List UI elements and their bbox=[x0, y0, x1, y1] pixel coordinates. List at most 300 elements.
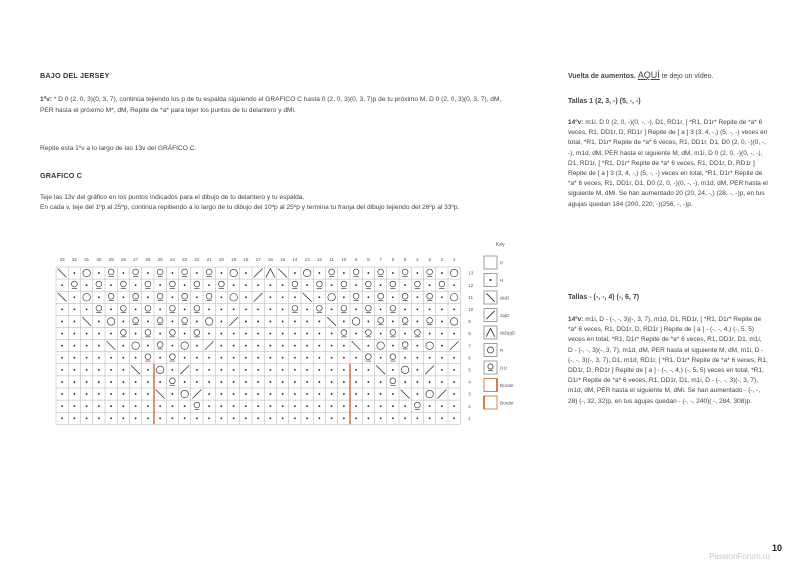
watermark: PassionForum.ru bbox=[709, 552, 770, 561]
knit-dot-mark bbox=[220, 393, 222, 395]
knit-dot-mark bbox=[86, 345, 88, 347]
knit-dot-mark bbox=[392, 345, 394, 347]
knit-dot-mark bbox=[61, 321, 63, 323]
knit-dot-mark bbox=[208, 417, 210, 419]
twisted-stitch-mark bbox=[170, 378, 176, 384]
twisted-stitch-mark bbox=[170, 305, 176, 311]
row-label: 6 bbox=[468, 355, 471, 361]
knit-dot-mark bbox=[355, 284, 357, 286]
row-label: 12 bbox=[468, 282, 474, 288]
row-label: 13 bbox=[468, 270, 474, 276]
knit-dot-mark bbox=[220, 321, 222, 323]
knit-dot-mark bbox=[135, 393, 137, 395]
knit-dot-mark bbox=[343, 272, 345, 274]
double-decrease-mark bbox=[266, 269, 275, 278]
knit-dot-mark bbox=[98, 345, 100, 347]
knit-dot-mark bbox=[441, 308, 443, 310]
knit-dot-mark bbox=[159, 417, 161, 419]
knit-dot-mark bbox=[282, 405, 284, 407]
knit-dot-mark bbox=[171, 296, 173, 298]
knit-dot-mark bbox=[441, 405, 443, 407]
knit-dot-mark bbox=[355, 381, 357, 383]
knit-dot-mark bbox=[135, 405, 137, 407]
knit-dot-mark bbox=[380, 417, 382, 419]
knit-dot-mark bbox=[110, 381, 112, 383]
knit-dot-mark bbox=[367, 417, 369, 419]
twisted-stitch-mark bbox=[182, 293, 188, 299]
decrease-left-mark bbox=[303, 293, 312, 302]
knit-dot-mark bbox=[233, 381, 235, 383]
twisted-stitch-mark bbox=[133, 317, 139, 323]
knit-dot-mark bbox=[380, 357, 382, 359]
knit-dot-mark bbox=[86, 369, 88, 371]
video-link-suffix: te dejo un vídeo. bbox=[659, 73, 714, 80]
twisted-stitch-mark bbox=[170, 330, 176, 336]
knit-dot-mark bbox=[208, 333, 210, 335]
twisted-stitch-mark bbox=[108, 269, 114, 275]
increase-round-title bbox=[568, 70, 768, 82]
knit-dot-mark bbox=[416, 345, 418, 347]
col-label: 31 bbox=[84, 257, 90, 262]
knit-dot-mark bbox=[110, 417, 112, 419]
decrease-left-mark bbox=[82, 317, 91, 326]
twisted-stitch-mark bbox=[427, 293, 433, 299]
knit-dot-mark bbox=[355, 393, 357, 395]
twisted-stitch-mark bbox=[402, 269, 408, 275]
knit-dot-mark bbox=[122, 417, 124, 419]
twisted-stitch-mark bbox=[390, 330, 396, 336]
knit-dot-mark bbox=[61, 393, 63, 395]
knit-dot-mark bbox=[343, 381, 345, 383]
knit-dot-mark bbox=[257, 417, 259, 419]
knit-dot-mark bbox=[331, 333, 333, 335]
knit-dot-mark bbox=[306, 405, 308, 407]
decrease-left-mark bbox=[156, 390, 165, 399]
knit-dot-mark bbox=[61, 308, 63, 310]
knit-dot-mark bbox=[294, 296, 296, 298]
knit-dot-mark bbox=[122, 296, 124, 298]
col-label: 25 bbox=[157, 257, 163, 262]
twisted-stitch-mark bbox=[439, 281, 445, 287]
knit-dot-mark bbox=[441, 345, 443, 347]
round-text: * D 0 (2, 0, 3)(0, 3, 7), continúa tejiendo los p de tu espalda siguiendo el GRAFICO C hasta 0 (2, 0, 3)(0, 3, 7)p de tu próximo M, D 0 (2, 0, 3)(0, 3, 7), dM, PER hasta el próximo M*, dM, Repite de *a* para tejer los puntos de tu delantero y dMi. bbox=[40, 96, 502, 114]
knit-dot-mark bbox=[73, 357, 75, 359]
twisted-stitch-mark bbox=[366, 305, 372, 311]
twisted-stitch-mark bbox=[182, 317, 188, 323]
knit-dot-mark bbox=[196, 296, 198, 298]
twisted-stitch-mark bbox=[366, 281, 372, 287]
col-label: 12 bbox=[316, 257, 322, 262]
decrease-left-mark bbox=[58, 293, 67, 302]
col-label: 10 bbox=[341, 257, 347, 262]
twisted-stitch-mark bbox=[415, 330, 421, 336]
knit-dot-mark bbox=[61, 381, 63, 383]
legend-label: 2pjD bbox=[500, 313, 510, 318]
knit-dot-mark bbox=[392, 405, 394, 407]
key-title: Key bbox=[496, 242, 505, 248]
knit-dot-mark bbox=[184, 405, 186, 407]
knit-dot-mark bbox=[282, 333, 284, 335]
knit-dot-mark bbox=[73, 393, 75, 395]
knit-dot-mark bbox=[355, 417, 357, 419]
col-label: 9 bbox=[354, 257, 358, 262]
knit-dot-mark bbox=[257, 345, 259, 347]
knit-dot-mark bbox=[306, 381, 308, 383]
knit-dot-mark bbox=[306, 308, 308, 310]
knit-dot-mark bbox=[98, 393, 100, 395]
twisted-stitch-mark bbox=[390, 378, 396, 384]
knit-dot-mark bbox=[453, 393, 455, 395]
knit-dot-mark bbox=[294, 272, 296, 274]
knit-dot-mark bbox=[343, 405, 345, 407]
col-label: 20 bbox=[218, 257, 224, 262]
knit-dot-mark bbox=[355, 308, 357, 310]
knit-dot-mark bbox=[441, 369, 443, 371]
twisted-stitch-mark bbox=[329, 269, 335, 275]
section-heading-grafico: GRAFICO C bbox=[40, 171, 83, 180]
knit-dot-mark bbox=[110, 405, 112, 407]
yarn-over-mark bbox=[450, 269, 457, 276]
yarn-over-mark bbox=[107, 318, 114, 325]
knit-dot-mark bbox=[282, 381, 284, 383]
row-label: 7 bbox=[468, 343, 471, 349]
decrease-left-mark bbox=[376, 365, 385, 374]
knit-dot-mark bbox=[73, 321, 75, 323]
knit-dot-mark bbox=[367, 393, 369, 395]
yarn-over-mark bbox=[352, 318, 359, 325]
twisted-stitch-mark bbox=[194, 281, 200, 287]
knit-dot-mark bbox=[441, 381, 443, 383]
knit-dot-mark bbox=[159, 284, 161, 286]
legend-label: P bbox=[500, 260, 504, 266]
twisted-stitch-mark bbox=[378, 293, 384, 299]
knit-dot-mark bbox=[318, 369, 320, 371]
legend-dot-mark bbox=[490, 279, 492, 281]
yarn-over-mark bbox=[303, 269, 310, 276]
knit-dot-mark bbox=[318, 357, 320, 359]
knit-dot-mark bbox=[453, 369, 455, 371]
col-label: 4 bbox=[416, 257, 419, 262]
twisted-stitch-mark bbox=[402, 342, 408, 348]
yarn-over-mark bbox=[230, 294, 237, 301]
col-label: 21 bbox=[206, 257, 212, 262]
increase-title-text: Vuelta de aumentos. bbox=[568, 73, 636, 80]
knit-dot-mark bbox=[257, 369, 259, 371]
instruction-round1 bbox=[40, 95, 510, 116]
knit-dot-mark bbox=[159, 405, 161, 407]
col-label: 5 bbox=[403, 257, 407, 262]
knit-dot-mark bbox=[208, 393, 210, 395]
row-label: 11 bbox=[468, 294, 474, 300]
yarn-over-mark bbox=[205, 318, 212, 325]
twisted-stitch-mark bbox=[121, 281, 127, 287]
decrease-right-mark bbox=[450, 341, 459, 350]
legend-label: D1r bbox=[500, 365, 508, 371]
knit-dot-mark bbox=[269, 417, 271, 419]
knit-dot-mark bbox=[220, 345, 222, 347]
col-label: 14 bbox=[292, 257, 298, 262]
sizes-group-1: Tallas 1 (2, 3, -) (5, -, -) bbox=[568, 98, 641, 105]
knit-dot-mark bbox=[331, 357, 333, 359]
knit-dot-mark bbox=[404, 284, 406, 286]
knit-dot-mark bbox=[122, 272, 124, 274]
knit-dot-mark bbox=[98, 321, 100, 323]
knit-dot-mark bbox=[184, 333, 186, 335]
knit-dot-mark bbox=[441, 333, 443, 335]
decrease-left-mark bbox=[401, 390, 410, 399]
knit-dot-mark bbox=[220, 296, 222, 298]
knit-dot-mark bbox=[98, 333, 100, 335]
knit-dot-mark bbox=[392, 393, 394, 395]
knit-dot-mark bbox=[343, 345, 345, 347]
col-label: 16 bbox=[267, 257, 273, 262]
decrease-right-mark bbox=[205, 341, 214, 350]
knit-dot-mark bbox=[220, 308, 222, 310]
knit-dot-mark bbox=[257, 393, 259, 395]
knit-dot-mark bbox=[294, 405, 296, 407]
knit-dot-mark bbox=[73, 381, 75, 383]
knit-dot-mark bbox=[245, 381, 247, 383]
knit-dot-mark bbox=[306, 333, 308, 335]
knit-dot-mark bbox=[122, 369, 124, 371]
knit-dot-mark bbox=[269, 393, 271, 395]
knit-dot-mark bbox=[233, 284, 235, 286]
knit-dot-mark bbox=[220, 357, 222, 359]
knit-dot-mark bbox=[73, 345, 75, 347]
knit-dot-mark bbox=[73, 272, 75, 274]
knit-dot-mark bbox=[196, 417, 198, 419]
knit-dot-mark bbox=[159, 357, 161, 359]
col-label: 17 bbox=[255, 257, 261, 262]
knit-dot-mark bbox=[429, 308, 431, 310]
knit-dot-mark bbox=[367, 272, 369, 274]
twisted-stitch-mark bbox=[378, 269, 384, 275]
yarn-over-mark bbox=[132, 342, 139, 349]
knit-dot-mark bbox=[416, 369, 418, 371]
decrease-right-mark bbox=[425, 365, 434, 374]
col-label: 27 bbox=[133, 257, 139, 262]
twisted-stitch-mark bbox=[390, 354, 396, 360]
knit-dot-mark bbox=[73, 296, 75, 298]
twisted-stitch-mark bbox=[145, 281, 151, 287]
knit-dot-mark bbox=[269, 308, 271, 310]
knit-dot-mark bbox=[294, 393, 296, 395]
knit-dot-mark bbox=[147, 345, 149, 347]
knit-dot-mark bbox=[453, 284, 455, 286]
knit-dot-mark bbox=[110, 284, 112, 286]
col-label: 22 bbox=[194, 257, 200, 262]
row-label: 4 bbox=[468, 379, 471, 385]
twisted-stitch-mark bbox=[390, 305, 396, 311]
knit-dot-mark bbox=[429, 417, 431, 419]
knit-dot-mark bbox=[171, 393, 173, 395]
twisted-stitch-mark bbox=[292, 305, 298, 311]
legend-label: dsiD bbox=[500, 295, 510, 301]
knit-dot-mark bbox=[343, 321, 345, 323]
knit-dot-mark bbox=[269, 321, 271, 323]
knit-dot-mark bbox=[86, 333, 88, 335]
twisted-stitch-mark bbox=[194, 330, 200, 336]
knit-dot-mark bbox=[392, 321, 394, 323]
twisted-stitch-mark bbox=[121, 330, 127, 336]
knit-dot-mark bbox=[453, 308, 455, 310]
knit-dot-mark bbox=[184, 357, 186, 359]
knit-dot-mark bbox=[135, 284, 137, 286]
knit-dot-mark bbox=[294, 417, 296, 419]
knit-dot-mark bbox=[367, 369, 369, 371]
row-label: 9 bbox=[468, 319, 471, 325]
knit-dot-mark bbox=[159, 381, 161, 383]
knit-dot-mark bbox=[61, 405, 63, 407]
knit-dot-mark bbox=[147, 417, 149, 419]
twisted-stitch-mark bbox=[366, 330, 372, 336]
knit-dot-mark bbox=[159, 308, 161, 310]
knit-dot-mark bbox=[86, 405, 88, 407]
knit-dot-mark bbox=[441, 272, 443, 274]
col-label: 6 bbox=[391, 257, 395, 262]
knit-dot-mark bbox=[441, 417, 443, 419]
knit-dot-mark bbox=[282, 345, 284, 347]
knit-dot-mark bbox=[122, 321, 124, 323]
knit-dot-mark bbox=[294, 381, 296, 383]
knit-dot-mark bbox=[355, 333, 357, 335]
decrease-right-mark bbox=[192, 390, 201, 399]
col-label: 8 bbox=[367, 257, 370, 262]
knit-dot-mark bbox=[282, 308, 284, 310]
col-label: 28 bbox=[120, 257, 126, 262]
knit-dot-mark bbox=[245, 417, 247, 419]
knit-dot-mark bbox=[269, 381, 271, 383]
yarn-over-mark bbox=[83, 294, 90, 301]
yarn-over-mark bbox=[230, 269, 237, 276]
knit-dot-mark bbox=[135, 308, 137, 310]
knit-dot-mark bbox=[233, 369, 235, 371]
legend-label: H bbox=[500, 278, 504, 283]
knit-dot-mark bbox=[147, 405, 149, 407]
knit-dot-mark bbox=[184, 381, 186, 383]
knit-dot-mark bbox=[318, 393, 320, 395]
knit-dot-mark bbox=[122, 393, 124, 395]
knit-dot-mark bbox=[257, 333, 259, 335]
knit-dot-mark bbox=[98, 417, 100, 419]
knit-dot-mark bbox=[208, 284, 210, 286]
twisted-stitch-mark bbox=[415, 402, 421, 408]
knit-dot-mark bbox=[245, 345, 247, 347]
knit-dot-mark bbox=[184, 308, 186, 310]
round-label: 14ºv: bbox=[568, 316, 586, 323]
knit-dot-mark bbox=[86, 308, 88, 310]
knit-dot-mark bbox=[380, 333, 382, 335]
knit-dot-mark bbox=[245, 284, 247, 286]
knit-dot-mark bbox=[318, 296, 320, 298]
knit-dot-mark bbox=[208, 405, 210, 407]
yarn-over-mark bbox=[426, 390, 433, 397]
legend-label: Border bbox=[500, 400, 514, 406]
knit-dot-mark bbox=[220, 333, 222, 335]
knit-dot-mark bbox=[269, 345, 271, 347]
knit-dot-mark bbox=[294, 357, 296, 359]
knit-dot-mark bbox=[380, 308, 382, 310]
knit-dot-mark bbox=[110, 393, 112, 395]
knit-dot-mark bbox=[171, 272, 173, 274]
knit-dot-mark bbox=[404, 357, 406, 359]
knit-dot-mark bbox=[318, 381, 320, 383]
col-label: 2 bbox=[440, 257, 444, 262]
knit-dot-mark bbox=[245, 369, 247, 371]
knit-dot-mark bbox=[122, 381, 124, 383]
col-label: 24 bbox=[169, 257, 175, 262]
knit-dot-mark bbox=[294, 369, 296, 371]
knit-dot-mark bbox=[269, 369, 271, 371]
knit-dot-mark bbox=[135, 357, 137, 359]
legend-label: Border bbox=[500, 383, 514, 388]
knit-dot-mark bbox=[318, 417, 320, 419]
knit-dot-mark bbox=[416, 393, 418, 395]
col-label: 23 bbox=[182, 257, 188, 262]
yarn-over-mark bbox=[328, 294, 335, 301]
knit-dot-mark bbox=[257, 308, 259, 310]
knit-dot-mark bbox=[282, 284, 284, 286]
knit-dot-mark bbox=[282, 417, 284, 419]
page-number: 10 bbox=[771, 543, 782, 553]
knit-dot-mark bbox=[147, 381, 149, 383]
knit-dot-mark bbox=[208, 357, 210, 359]
twisted-stitch-mark bbox=[341, 330, 347, 336]
knit-dot-mark bbox=[73, 417, 75, 419]
knit-dot-mark bbox=[220, 405, 222, 407]
yarn-over-mark bbox=[450, 294, 457, 301]
knit-dot-mark bbox=[61, 357, 63, 359]
knit-dot-mark bbox=[98, 357, 100, 359]
knit-dot-mark bbox=[318, 272, 320, 274]
knit-dot-mark bbox=[282, 393, 284, 395]
video-link[interactable]: AQUÍ bbox=[637, 70, 660, 80]
row-label: 10 bbox=[468, 306, 474, 312]
knit-dot-mark bbox=[367, 345, 369, 347]
knit-dot-mark bbox=[257, 321, 259, 323]
decrease-left-mark bbox=[58, 269, 67, 278]
row-label: 2 bbox=[468, 403, 471, 409]
instruction-repeat: Repite esta 1ºv a lo largo de las 13v del GRÁFICO C. bbox=[40, 145, 197, 152]
twisted-stitch-mark bbox=[341, 305, 347, 311]
twisted-stitch-mark bbox=[157, 342, 163, 348]
knit-dot-mark bbox=[331, 417, 333, 419]
col-label: 32 bbox=[71, 257, 77, 262]
twisted-stitch-mark bbox=[157, 317, 163, 323]
knit-dot-mark bbox=[208, 381, 210, 383]
knit-dot-mark bbox=[343, 417, 345, 419]
knit-dot-mark bbox=[306, 393, 308, 395]
round-label: 14ºv: bbox=[568, 119, 586, 126]
legend-label: dsDpjD bbox=[500, 330, 516, 336]
twisted-stitch-mark bbox=[353, 269, 359, 275]
knit-dot-mark bbox=[220, 417, 222, 419]
knit-dot-mark bbox=[318, 405, 320, 407]
knit-dot-mark bbox=[220, 272, 222, 274]
knit-dot-mark bbox=[380, 393, 382, 395]
knit-dot-mark bbox=[86, 357, 88, 359]
knit-dot-mark bbox=[331, 381, 333, 383]
decrease-right-mark bbox=[229, 317, 238, 326]
twisted-stitch-mark bbox=[145, 354, 151, 360]
knit-dot-mark bbox=[318, 333, 320, 335]
knit-dot-mark bbox=[233, 405, 235, 407]
twisted-stitch-mark bbox=[133, 269, 139, 275]
knit-dot-mark bbox=[331, 369, 333, 371]
knit-dot-mark bbox=[282, 357, 284, 359]
knit-dot-mark bbox=[404, 405, 406, 407]
knit-dot-mark bbox=[392, 369, 394, 371]
